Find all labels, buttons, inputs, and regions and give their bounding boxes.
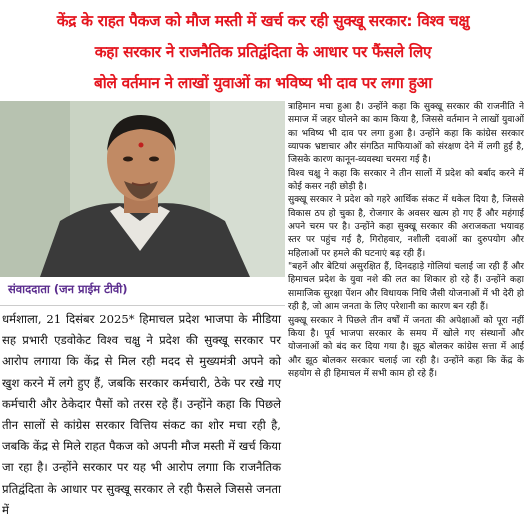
caption-text: संवाददाता (जन प्राईम टीवी) [8,282,128,296]
paragraph: सुक्खू सरकार ने प्रदेश को गहरे आर्थिक संकट में धकेल दिया है, जिससे विकास ठप हो चुका है, रोजगार के अवसर खत्म हो गए हैं और महंगाई अपने चरम पर है। उन्होंने कहा सुक्खू सरकार की अराजकता भयावह स्तर पर पहुंच गई है, गिरोहवार, नशीली दवाओं का दुरुपयोग और महिलाओं पर हमले की घटनाएं बढ़ रही हैं। [288,195,524,259]
paragraph: सुक्खू सरकार ने पिछले तीन वर्षों में जनता की अपेक्षाओं को पूरा नहीं किया है। पूर्व भाजपा सरकार के समय में खोले गए संस्थानों और योजनाओं को बंद कर दिया गया है। झूठ बोलकर कांग्रेस सत्ता में आई और झूठ बोलकर सरकार चलाई जा रही है। उन्होंने कहा कि केंद्र के सहयोग से ही हिमाचल में सभी काम हो रहे हैं। [288,315,524,379]
article-body-left: धर्मशाला, 21 दिसंबर 2025* हिमाचल प्रदेश भाजपा के मीडिया सह प्रभारी एडवोकेट विश्व चक्षु ने प्रदेश की सुक्खू सरकार पर आरोप लगाया कि केंद्र से मिल रही मदद से मुख्यमंत्री अपने को खुश करने में लगे हुए हैं, जबकि सरकार कर्मचारी, ठेके पर रखे गए कर्मचारी और ठेकेदार पैसों को तरस रहे हैं। उन्होंने कहा कि पिछले तीन सालों से कांग्रेस सरकार वित्तिय संकट का शोर मचा रही है, जबकि केंद्र से मिले राहत पैकज को अपनी मौज मस्ती में खर्च किया जा रहा है। उन्होंने सरकार पर यह भी आरोप लगाा कि राजनैतिक प्रतिद्वंदिता के आधार पर सुक्खू सरकार ले रही फैसले जिससे जनता में [2,312,281,517]
photo-caption [0,277,285,306]
headline-line-2: कहा सरकार ने राजनैतिक प्रतिद्वंदिता के आधार पर फैंसले लिए [94,43,432,61]
headline-line-3: बोले वर्तमान ने लाखों युवाओं का भविष्य भी दाव पर लगा हुआ [94,74,432,92]
paragraph: त्राहिमान मचा हुआ है। उन्होंने कहा कि सुक्खू सरकार की राजनीति ने समाज में जहर घोलने का काम किया है, जिससे वर्तमान ने लाखों युवाओं का भविष्य भी दाव पर लगा हुआ है। उन्होंने कहा कि कांग्रेस सरकार व्यापक भ्रष्टाचार और संगठित माफियाओं को संरक्षण देने में लगी हुई है, जिसके कारण कानून-व्यवस्था चरमरा गई है। [288,102,524,166]
article-headline [0,0,526,100]
portrait-illustration [0,101,285,277]
headline-line-1: केंद्र के राहत पैकज को मौज मस्ती में खर्च कर रही सुक्खू सरकार: विश्व चक्षु [56,12,470,30]
paragraph: विश्व चक्षु ने कहा कि सरकार ने तीन सालों में प्रदेश को बर्बाद करने में कोई कसर नही छोड़ी है। [288,168,524,193]
speaker-photo [0,101,285,277]
paragraph: "बहनें और बेटियां असुरक्षित हैं, दिनदहाड़े गोलियां चलाई जा रही हैं और हिमाचल प्रदेश के युवा नशे की लत का शिकार हो रहे हैं। उन्होंने कहा सामाजिक सुरक्षा पेंशन और विधायक निधि जैसी योजनाओं में भी देरी हो रही है, जो आम जनता के लिए परेशानी का कारण बन रही हैं। [288,262,524,313]
article-body-right [288,101,524,526]
